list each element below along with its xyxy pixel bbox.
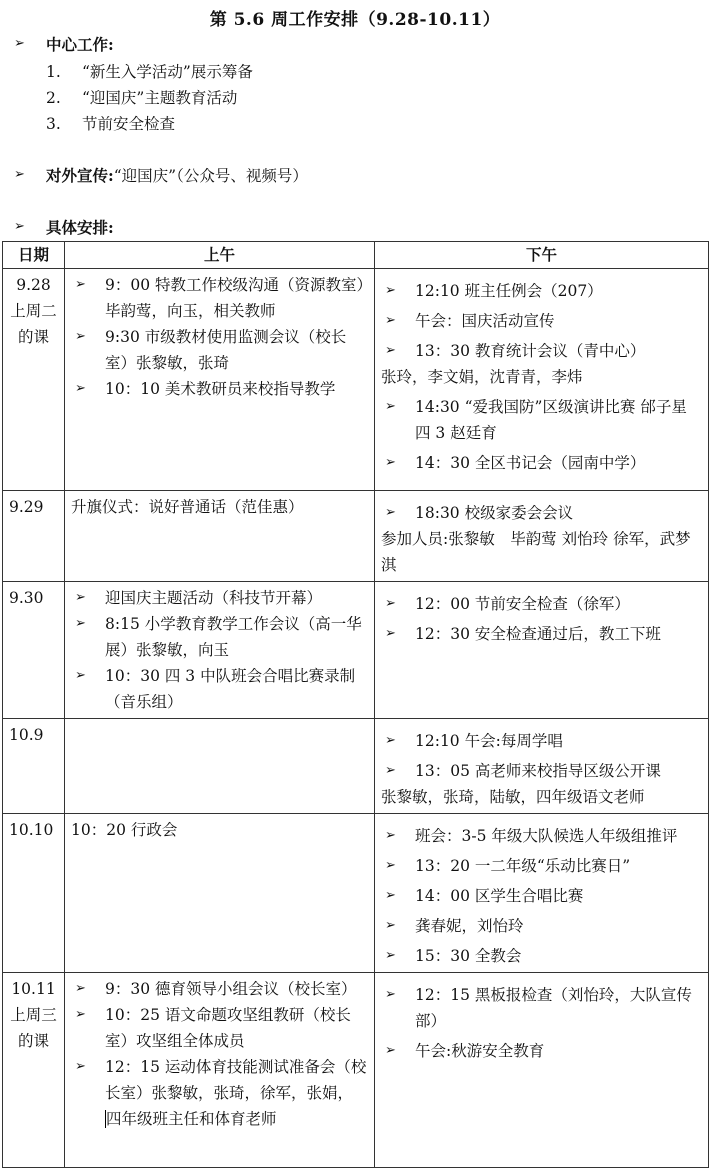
arrow-bullet-icon: ➢ <box>14 167 25 182</box>
pm-cell <box>375 814 709 973</box>
arrow-bullet-icon: ➢ <box>385 626 396 641</box>
item-text: 10：30 四 3 中队班会合唱比赛录制（音乐组） <box>105 667 356 711</box>
plain-text: 张玲，李文娟，沈青青，李炜 <box>381 368 583 386</box>
arrow-bullet-icon: ➢ <box>385 918 396 933</box>
arrow-bullet-icon: ➢ <box>75 381 86 396</box>
arrow-bullet-icon: ➢ <box>14 36 25 51</box>
arrow-bullet-icon: ➢ <box>385 733 396 748</box>
list-item <box>71 585 368 611</box>
item-number: 2. <box>46 89 61 107</box>
arrow-bullet-icon: ➢ <box>14 219 25 234</box>
list-item <box>71 1002 368 1054</box>
arrow-bullet-icon: ➢ <box>385 596 396 611</box>
list-item <box>71 324 368 376</box>
arrow-bullet-icon: ➢ <box>75 590 86 605</box>
list-item <box>71 663 368 715</box>
list-item <box>381 758 702 784</box>
item-text: 10：25 语文命题攻坚组教研（校长室）攻坚组全体成员 <box>105 1006 351 1050</box>
date-cell: 10.11 上周三的课 <box>3 973 65 1168</box>
table-row <box>3 973 709 1168</box>
list-item <box>71 376 368 402</box>
list-item <box>381 982 702 1034</box>
item-text: 14:30 “爱我国防”区级演讲比赛 邰子星 四 3 赵廷育 <box>415 398 703 442</box>
list-item <box>381 943 702 969</box>
section-center-work-label: 中心工作: <box>46 35 114 54</box>
list-item <box>71 976 368 1002</box>
list-item <box>381 338 702 364</box>
arrow-bullet-icon: ➢ <box>75 668 86 683</box>
item-text: 9：30 德育领导小组会议（校长室） <box>105 980 357 998</box>
item-text: 13：05 高老师来校指导区级公开课 <box>415 762 661 780</box>
table-header-row <box>3 242 709 269</box>
list-item <box>381 308 702 334</box>
arrow-bullet-icon: ➢ <box>385 828 396 843</box>
pm-cell <box>375 269 709 491</box>
plain-text: 升旗仪式：说好普通话（范佳惠） <box>71 498 304 516</box>
am-cell <box>65 582 375 719</box>
item-text: 12:10 班主任例会（207） <box>415 282 603 300</box>
header-pm: 下午 <box>375 242 709 269</box>
list-item <box>381 621 702 647</box>
list-item <box>381 450 702 476</box>
list-item <box>71 611 368 663</box>
item-text: 午会:秋游安全教育 <box>415 1042 545 1060</box>
pm-cell <box>375 491 709 582</box>
item-number: 3. <box>46 115 61 133</box>
list-item <box>381 913 702 939</box>
table-row <box>3 814 709 973</box>
list-item <box>381 591 702 617</box>
list-item <box>381 883 702 909</box>
arrow-bullet-icon: ➢ <box>385 343 396 358</box>
arrow-bullet-icon: ➢ <box>385 505 396 520</box>
page-title: 第 5.6 周工作安排（9.28-10.11） <box>209 10 501 30</box>
item-text: “新生入学活动”展示筹备 <box>82 63 253 81</box>
item-text: 13：30 教育统计会议（青中心） <box>415 342 646 360</box>
am-cell <box>65 269 375 491</box>
item-text: 迎国庆主题活动（科技节开幕） <box>105 589 323 607</box>
arrow-bullet-icon: ➢ <box>385 858 396 873</box>
section-schedule-label: 具体安排: <box>46 218 114 237</box>
am-cell <box>65 491 375 582</box>
arrow-bullet-icon: ➢ <box>75 1059 86 1074</box>
arrow-bullet-icon: ➢ <box>75 981 86 996</box>
item-text: 13：20 一二年级“乐动比赛日” <box>415 857 631 875</box>
item-text: 14：00 区学生合唱比赛 <box>415 887 584 905</box>
arrow-bullet-icon: ➢ <box>75 329 86 344</box>
date-cell: 9.30 <box>3 582 65 719</box>
list-item <box>381 394 702 446</box>
arrow-bullet-icon: ➢ <box>75 1007 86 1022</box>
table-row <box>3 582 709 719</box>
arrow-bullet-icon: ➢ <box>385 455 396 470</box>
item-text: 12：15 黑板报检查（刘怡玲，大队宣传部） <box>415 986 692 1030</box>
section-publicity-value: “迎国庆”（公众号、视频号） <box>113 167 308 185</box>
item-text: 午会：国庆活动宣传 <box>415 312 555 330</box>
arrow-bullet-icon: ➢ <box>385 399 396 414</box>
list-item <box>46 86 237 108</box>
item-text: 龚春妮，刘怡玲 <box>415 917 524 935</box>
item-number: 1. <box>46 63 61 81</box>
table-row <box>3 719 709 814</box>
item-text: 12：15 运动体育技能测试准备会（校长室）张黎敏，张琦，徐军，张娟，四年级班主任和体育老师 <box>105 1058 367 1128</box>
item-text: 15：30 全教会 <box>415 947 522 965</box>
list-item <box>381 278 702 304</box>
item-text: 9：00 特教工作校级沟通（资源教室）毕韵莺，向玉，相关教师 <box>105 276 365 320</box>
item-text: 12：00 节前安全检查（徐军） <box>415 595 630 613</box>
item-text: 节前安全检查 <box>82 115 176 133</box>
list-item <box>46 112 175 134</box>
list-item <box>46 60 253 82</box>
item-text: 12:10 午会:每周学唱 <box>415 732 563 750</box>
item-text: 12：30 安全检查通过后，教工下班 <box>415 625 661 643</box>
list-item <box>381 823 702 849</box>
item-text: “迎国庆”主题教育活动 <box>82 89 238 107</box>
item-text: 18:30 校级家委会会议 <box>415 504 574 522</box>
item-text: 9:30 市级教材使用监测会议（校长室）张黎敏，张琦 <box>105 328 347 372</box>
header-am: 上午 <box>65 242 375 269</box>
plain-text: 参加人员:张黎敏 毕韵莺 刘怡玲 徐军，武梦淇 <box>381 530 691 574</box>
section-publicity <box>46 164 308 186</box>
item-text: 10：10 美术教研员来校指导教学 <box>105 380 336 398</box>
item-text: 14：30 全区书记会（园南中学） <box>415 454 646 472</box>
list-item <box>381 1038 702 1064</box>
arrow-bullet-icon: ➢ <box>385 763 396 778</box>
pm-cell <box>375 719 709 814</box>
arrow-bullet-icon: ➢ <box>75 277 86 292</box>
arrow-bullet-icon: ➢ <box>385 948 396 963</box>
arrow-bullet-icon: ➢ <box>385 987 396 1002</box>
list-item <box>71 272 368 324</box>
am-cell <box>65 814 375 973</box>
date-cell: 10.10 <box>3 814 65 973</box>
plain-text: 张黎敏，张琦，陆敏，四年级语文老师 <box>381 788 645 806</box>
header-date: 日期 <box>3 242 65 269</box>
arrow-bullet-icon: ➢ <box>75 616 86 631</box>
am-cell <box>65 973 375 1168</box>
list-item <box>381 853 702 879</box>
list-item <box>381 500 702 526</box>
schedule-table <box>2 241 709 1168</box>
list-item <box>71 1054 368 1132</box>
item-text: 班会：3-5 年级大队候选人年级组推评 <box>415 827 678 845</box>
table-row <box>3 269 709 491</box>
date-cell: 10.9 <box>3 719 65 814</box>
arrow-bullet-icon: ➢ <box>385 283 396 298</box>
plain-text: 10：20 行政会 <box>71 821 178 839</box>
item-text: 8:15 小学教育教学工作会议（高一华展）张黎敏，向玉 <box>105 615 362 659</box>
am-cell <box>65 719 375 814</box>
list-item <box>381 728 702 754</box>
date-cell: 9.29 <box>3 491 65 582</box>
pm-cell <box>375 582 709 719</box>
text-cursor: 四年级班主任和体育老师 <box>106 1110 277 1128</box>
section-publicity-label: 对外宣传: <box>46 166 114 185</box>
pm-cell <box>375 973 709 1168</box>
arrow-bullet-icon: ➢ <box>385 1043 396 1058</box>
arrow-bullet-icon: ➢ <box>385 313 396 328</box>
table-row <box>3 491 709 582</box>
arrow-bullet-icon: ➢ <box>385 888 396 903</box>
date-cell: 9.28 上周二的课 <box>3 269 65 491</box>
